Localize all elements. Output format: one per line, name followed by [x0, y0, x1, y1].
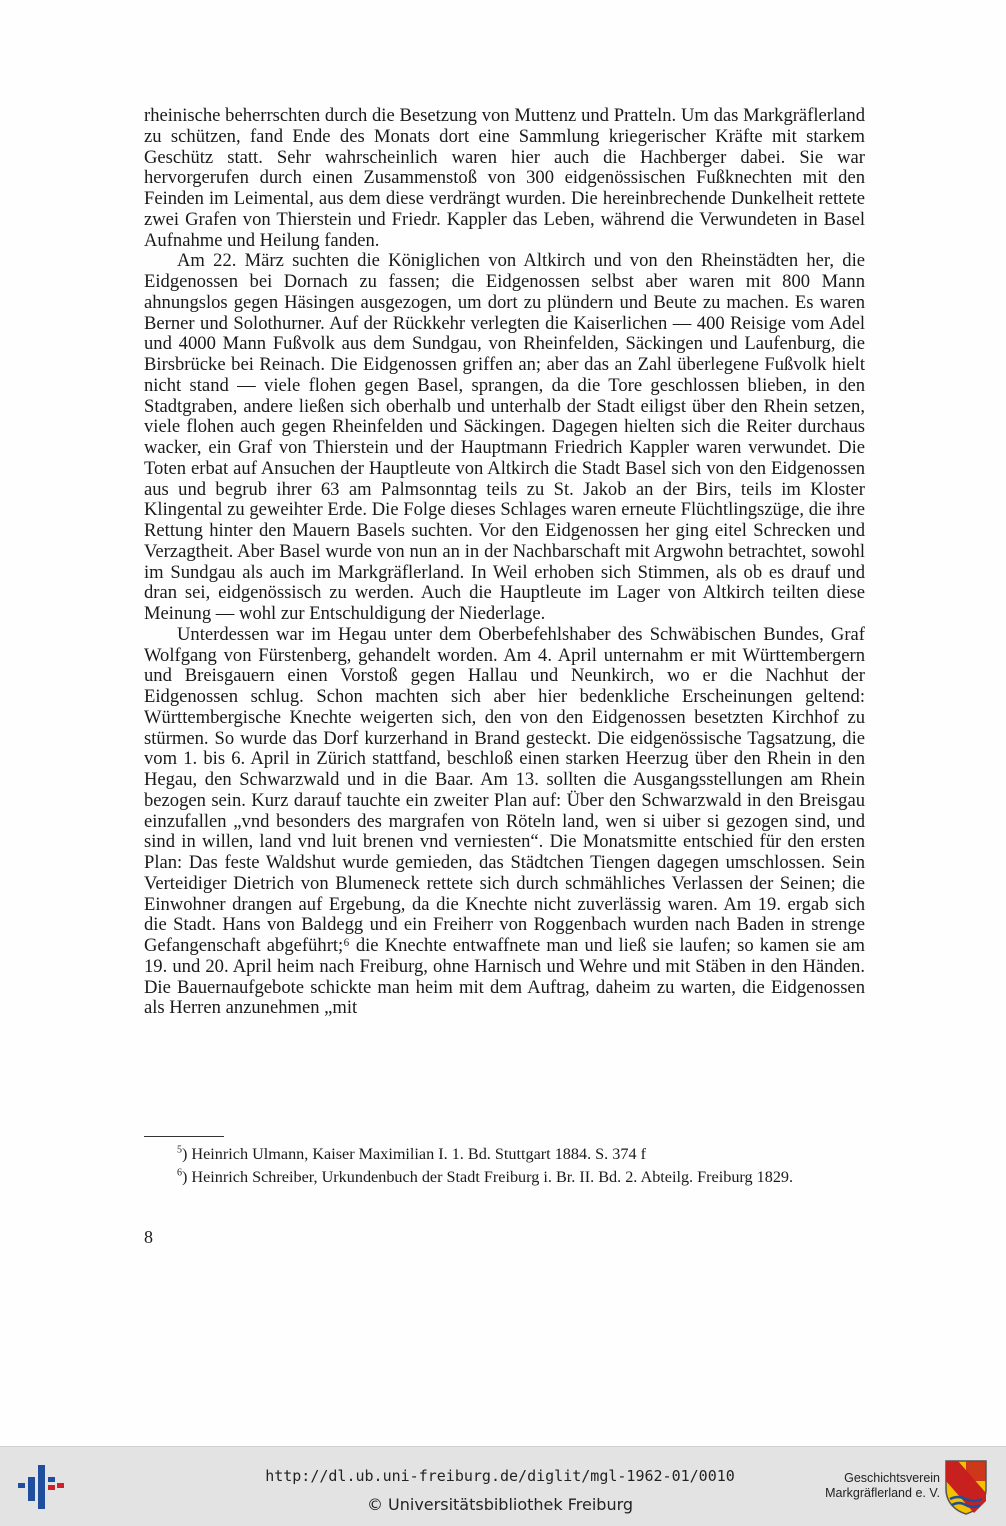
paragraph-3: Unterdessen war im Hegau unter dem Oberbefehlshaber des Schwäbischen Bundes, Graf Wolfgang von Fürstenberg, gehandelt worden. Am 4. April unternahm er mit Württembergern und Breisgauern einen Vorstoß gegen Hallau und Neunkirch, wo er die Nachhut der Eidgenossen schlug. Schon machten sich aber hier bedenkliche Erscheinungen geltend: Württembergische Knechte weigerten sich, den von den Eidgenossen besetzten Kirchhof zu stürmen. So wurde das Dorf kurzerhand in Brand gesteckt. Die eidgenössische Tagsatzung, die vom 1. bis 6. April in Zürich stattfand, beschloß einen starken Heerzug über den Rhein in den Hegau, den Schwarzwald und in die Baar. Am 13. sollten die Ausgangsstellungen am Rhein bezogen sein. Kurz darauf tauchte ein zweiter Plan auf: Über den Schwarzwald in den Breisgau einzufallen „vnd besonders des margrafen von Röteln land, wen si uiber si gezogen sind, und sind in willen, land vnd luit brenen vnd verniesten“. Die Monatsmitte entschied für den ersten Plan: Das feste Waldshut wurde gemieden, das Städtchen Tiengen dagegen umschlossen. Sein Verteidiger Dietrich von Blumeneck rettete sich durch schmähliches Verlassen der Seinen; die Einwohner drangen auf Ergebung, da die Knechte nicht zuverlässig waren. Am 19. ergab sich die Stadt. Hans von Baldegg und ein Freiherr von Roggenbach wurden nach Baden in strenge Gefangenschaft abgeführt;⁶ die Knechte entwaffnete man und ließ sie laufen; so kamen sie am 19. und 20. April heim nach Freiburg, ohne Harnisch und Wehre und mit Stäben in den Händen. Die Bauernaufgebote schickte man heim mit dem Auftrag, daheim zu warten, die Eidgenossen als Herren anzunehmen „mit: [144, 623, 865, 1019]
body-text: [144, 106, 865, 1019]
footnote-text: ) Heinrich Schreiber, Urkundenbuch der Stadt Freiburg i. Br. II. Bd. 2. Abteilg. Freiburg 1829.: [182, 1168, 794, 1186]
footnotes: [144, 1144, 865, 1190]
society-name: [790, 1471, 940, 1501]
coat-of-arms-icon: [944, 1459, 988, 1515]
page-number: 8: [144, 1227, 153, 1247]
copyright-notice: © Universitätsbibliothek Freiburg: [366, 1495, 634, 1514]
society-line-2: Markgräflerland e. V.: [825, 1486, 940, 1500]
footnote-mark: 6: [177, 1167, 182, 1179]
paragraph-1: rheinische beherrschten durch die Besetzung von Muttenz und Pratteln. Um das Markgräflerland zu schützen, fand Ende des Monats dort eine Sammlung kriegerischer Kräfte mit starkem Geschütz statt. Sehr wahrscheinlich waren hier auch die Hachberger dabei. Sie war hervorgerufen durch einen Zusammenstoß von 300 eidgenössischen Fußknechten mit den Feinden im Leimental, aus dem diese verdrängt wurden. Die hereinbrechende Dunkelheit rettete zwei Grafen von Thierstein und Friedr. Kappler das Leben, während die Verwundeten in Basel Aufnahme und Heilung fanden.: [144, 105, 865, 251]
footnote-6: [144, 1167, 865, 1187]
footnote-mark: 5: [177, 1144, 182, 1156]
paragraph-2: Am 22. März suchten die Königlichen von Altkirch und von den Rheinstädten her, die Eidgenossen bei Dornach zu fassen; die Eidgenossen selbst aber waren mit 800 Mann ahnungslos gegen Häsingen ausgezogen, um dort zu plündern und Beute zu machen. Es waren Berner und Solothurner. Auf der Rückkehr verlegten die Kaiserlichen — 400 Reisige vom Adel und 4000 Mann Fußvolk aus dem Sundgau, von Rheinfelden, Säckingen und Laufenburg, die Birsbrücke bei Reinach. Die Eidgenossen griffen an; aber das an Zahl überlegene Fußvolk hielt nicht stand — viele flohen gegen Basel, sprangen, da die Tore geschlossen blieben, in den Stadtgraben, andere ließen sich oberhalb und unterhalb der Stadt eiligst über den Rhein setzen, viele flohen auch gegen Rheinfelden und Säckingen. Dagegen hielten sich die Reiter durchaus wacker, ein Graf von Thierstein und der Hauptmann Friedrich Kappler waren verwundet. Die Toten erbat auf Ansuchen der Hauptleute von Altkirch die Stadt Basel sich von den Eidgenossen aus und begrub ihrer 63 am Palmsonntag teils zu St. Jakob an der Birs, teils im Kloster Klingental zu geweihter Erde. Die Folge dieses Schlages waren erneute Flüchtlingszüge, die ihre Rettung hinter den Mauern Basels suchten. Vor den Eidgenossen her ging eitel Schrecken und Verzagtheit. Aber Basel wurde von nun an in der Nachbarschaft mit Argwohn betrachtet, sowohl im Sundgau als auch im Markgräflerland. In Weil erhoben sich Stimmen, als ob es drauf und dran sei, eidgenössisch zu werden. Auch die Hauptleute im Lager von Altkirch teilten diese Meinung — wohl zur Entschuldigung der Niederlage.: [144, 250, 865, 624]
document-url[interactable]: http://dl.ub.uni-freiburg.de/diglit/mgl-1962-01/0010: [265, 1467, 735, 1485]
society-line-1: Geschichtsverein: [844, 1471, 940, 1485]
footnote-text: ) Heinrich Ulmann, Kaiser Maximilian I. 1. Bd. Stuttgart 1884. S. 374 f: [182, 1145, 646, 1163]
footer-bar: [0, 1446, 1006, 1526]
footnote-divider: [144, 1136, 224, 1137]
digital-library-logo-icon[interactable]: [18, 1461, 64, 1511]
footnote-5: [144, 1144, 865, 1164]
